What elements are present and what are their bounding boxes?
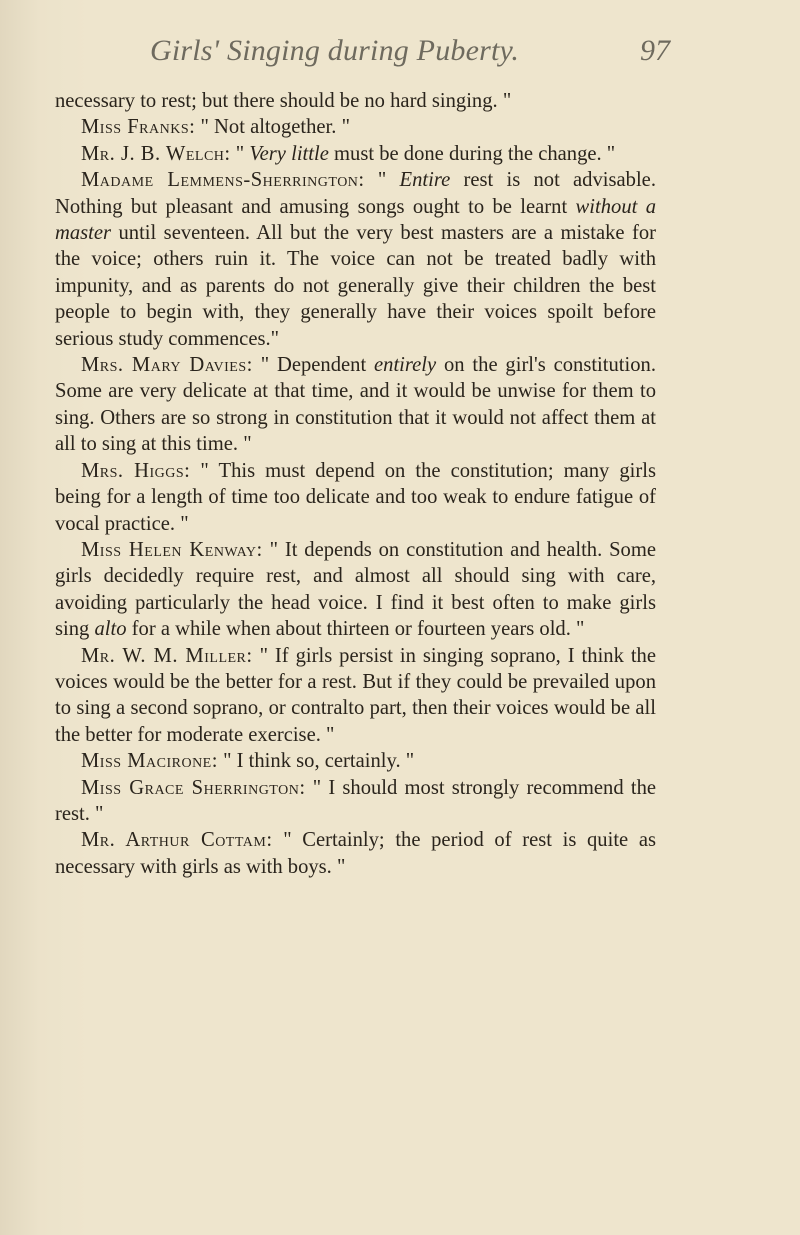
paragraph-text: " (364, 169, 400, 192)
paragraph-text: " Not altogether. " (195, 116, 350, 139)
paragraph (55, 141, 656, 167)
paragraph (55, 643, 656, 749)
paragraph-text: " This must depend on the constitution; many girls being for a length of time too delicate and too weak to endure fatigue of vocal practice. " (55, 459, 656, 535)
emphasis-text: without a master (55, 195, 656, 245)
emphasis-text: alto (94, 618, 127, 641)
paragraph-text: must be done during the change. " (328, 142, 616, 165)
paragraph (55, 114, 656, 140)
paragraph-text: " It depends on constitution and health. Some girls decidedly require rest, and almost all should sing with care, avoiding particularly the head voice. I find it best often to make girls sing (55, 538, 656, 641)
running-title: Girls' Singing during Puberty. (150, 34, 520, 67)
paragraph (55, 537, 656, 643)
page-number: 97 (640, 34, 670, 67)
paragraph-text: necessary to rest; but there should be no hard singing. " (55, 90, 512, 112)
speaker-name: Miss Franks: (81, 116, 196, 139)
speaker-name: Madame Lemmens-Sherrington: (81, 169, 365, 192)
speaker-name: Mr. J. B. Welch: (81, 142, 231, 165)
emphasis-text: entirely (374, 354, 437, 377)
speaker-name: Miss Macirone: (81, 750, 218, 773)
paragraph-text: " If girls persist in singing soprano, I think the voices would be the better for a rest. But if they could be prevailed upon to sing a second soprano, or contralto part, then their voices would be all the better for moderate exercise. " (55, 644, 656, 746)
running-header (150, 34, 670, 74)
speaker-name: Miss Grace Sherrington: (81, 776, 306, 799)
emphasis-text: Very little (249, 142, 329, 165)
paragraph-text: " (230, 142, 250, 165)
paragraph-text: for a while when about thirteen or fourteen years old. " (126, 618, 585, 641)
paragraph-text: " Dependent (252, 354, 375, 377)
paragraph (55, 352, 656, 458)
paragraph-text: until seventeen. All but the very best masters are a mistake for the voice; others ruin it. The voice can not be treated badly with impunity, and as parents do not generally give their children the best people to begin with, they generally have their voices spoilt before serious study commences." (55, 222, 656, 350)
paragraph-text: " Certainly; the period of rest is quite as necessary with girls as with boys. " (55, 829, 657, 878)
speaker-name: Mrs. Mary Davies: (81, 354, 253, 377)
paragraph (55, 775, 656, 828)
paragraph (55, 748, 656, 774)
paragraph-text: rest is not advisable. Nothing but pleasant and amusing songs ought to be learnt (55, 169, 656, 218)
paragraph-text: " I should most strongly recommend the rest. " (55, 776, 657, 825)
paragraph (55, 167, 656, 352)
paragraph-text: on the girl's constitution. Some are very delicate at that time, and it would be unwise for them to sing. Others are so strong in constitution that it would not affect them at all to sing at this time. " (55, 354, 656, 456)
emphasis-text: Entire (399, 169, 451, 192)
speaker-name: Mr. Arthur Cottam: (81, 829, 273, 852)
speaker-name: Mr. W. M. Miller: (81, 644, 253, 667)
paragraph (55, 88, 656, 114)
paragraph-text: " I think so, certainly. " (217, 750, 415, 773)
paragraph (55, 827, 656, 880)
paragraph (55, 458, 656, 537)
speaker-name: Mrs. Higgs: (81, 459, 191, 482)
speaker-name: Miss Helen Kenway: (81, 538, 263, 561)
page-body (55, 88, 656, 880)
